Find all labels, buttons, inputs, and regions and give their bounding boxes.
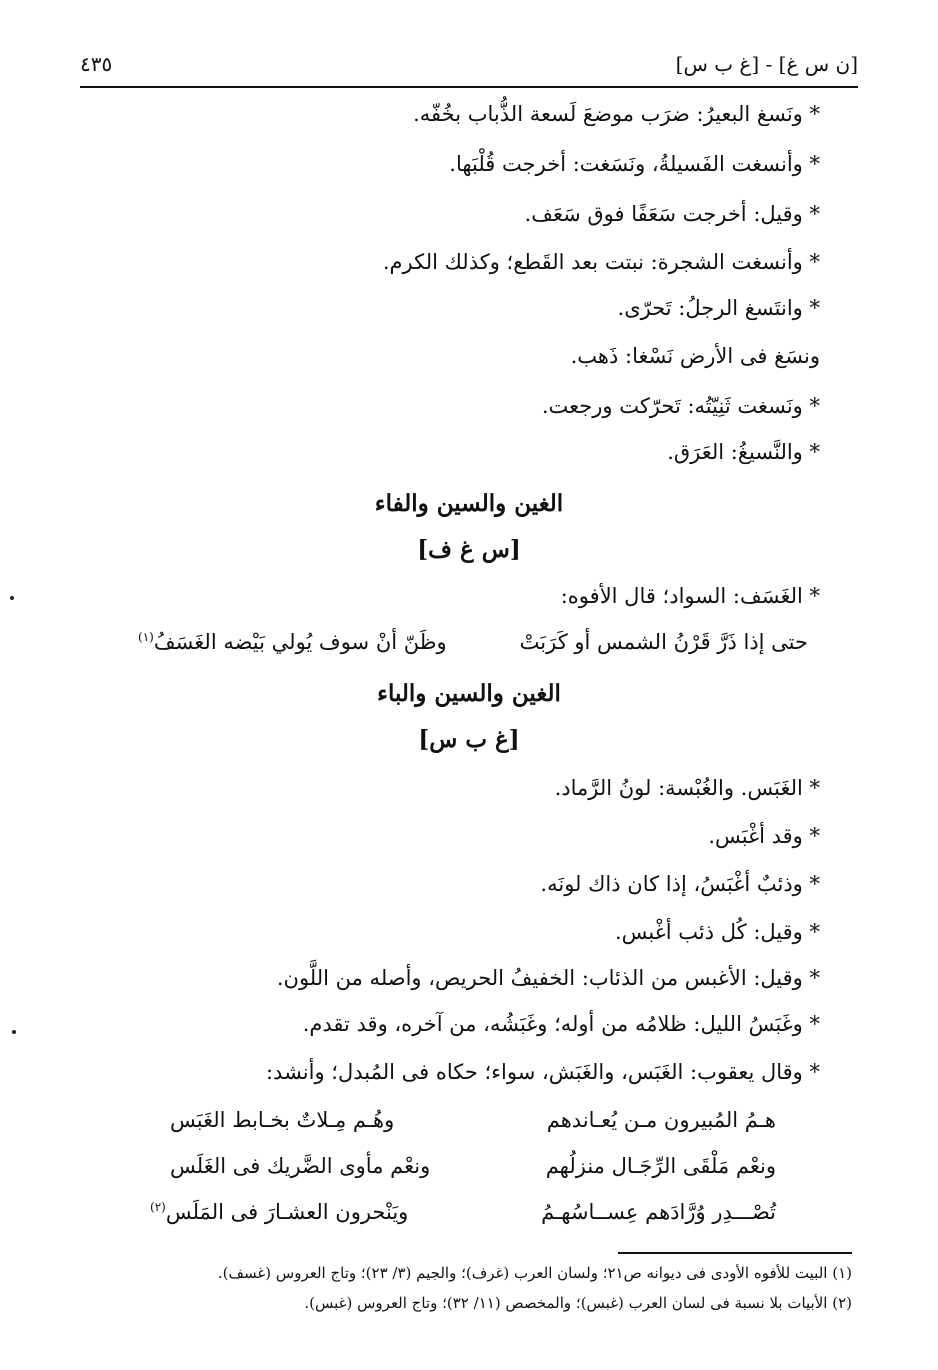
entry-line: * وانتَسغ الرجلُ: تَحرّى.: [617, 296, 820, 320]
entry-line: * وقال يعقوب: الغَبَس، والغَبَش، سواء؛ حكاه فى المُبدل؛ وأنشد:: [265, 1060, 820, 1084]
footnote-rule: [618, 1252, 852, 1254]
verse-hemistich-right: ونعْم مَلْقَى الرِّجَـال منزلُهم: [545, 1154, 776, 1178]
entry-line: * ونَسغت ثَنِيّتُه: تَحرّكت ورجعت.: [541, 394, 820, 418]
footnote-marker: (١): [138, 630, 154, 644]
footnote-marker: (٢): [150, 1200, 166, 1214]
entry-line: * الغَبَس. والغُبْسة: لونُ الرَّماد.: [554, 776, 820, 800]
entry-line: ونسَغ فى الأرض نَسْغا: ذَهب.: [570, 344, 820, 368]
verse-text: ويَنْحرون العشـارَ فى المَلَس: [165, 1200, 409, 1224]
entry-line: * الغَسَف: السواد؛ قال الأفوه:: [560, 584, 820, 608]
entry-line: * وأنسغت الفَسيلةُ، ونَسَغت: أخرجت قُلْبَها.: [449, 152, 820, 176]
entry-line: * وقيل: أخرجت سَعَفًا فوق سَعَف.: [524, 202, 820, 226]
header-rule: [80, 86, 858, 88]
section-heading: الغين والسين والفاء: [374, 490, 564, 517]
entry-line: * وقيل: الأغبس من الذئاب: الخفيفُ الحريص، وأصله من اللَّون.: [276, 966, 820, 990]
entry-line: * وغَبَسُ الليل: ظلامُه من أوله؛ وغَبَشُه، من آخره، وقد تقدم.: [302, 1012, 820, 1036]
verse-hemistich-left: [138, 630, 447, 654]
footnote: (١) البيت للأفوه الأودى فى ديوانه ص٢١؛ ولسان العرب (غرف)؛ والجيم (٣/ ٢٣)؛ وتاج العروس (غسف).: [217, 1264, 852, 1282]
entry-line: * ونَسغ البعيرُ: ضرَب موضعَ لَسعة الذُّباب بخُفّه.: [413, 102, 820, 126]
verse-hemistich-left: [150, 1200, 408, 1224]
verse-hemistich-left: وهُـم مِـلاتٌ بخـابط الغَبَس: [170, 1108, 395, 1132]
verse-hemistich-right: هـمُ المُبيرون مـن يُعـاندهم: [546, 1108, 776, 1132]
verse-hemistich-right: حتى إذا ذَرَّ قَرْنُ الشمس أو كَرَبَتْ: [519, 630, 808, 654]
margin-mark: [12, 1030, 16, 1034]
page-header: [80, 44, 858, 84]
page-number: ٤٣٥: [80, 52, 113, 76]
footnote: (٢) الأبيات بلا نسبة فى لسان العرب (غبس)؛ والمخصص (١١/ ٣٢)؛ وتاج العروس (غبس).: [304, 1294, 852, 1312]
entry-line: * وقيل: كُل ذئب أغْبس.: [614, 920, 820, 944]
entry-line: * وقد أغْبَس.: [708, 824, 820, 848]
root-heading: [س غ ف]: [417, 536, 521, 563]
section-heading: الغين والسين والباء: [377, 680, 561, 707]
entry-line: * وأنسغت الشجرة: نبتت بعد القَطع؛ وكذلك الكرم.: [382, 250, 820, 274]
verse-text: وظَنّ أنْ سوف يُولي بَيْضه الغَسَفُ: [153, 630, 447, 654]
margin-mark: [10, 596, 14, 600]
root-heading: [غ ب س]: [418, 726, 520, 753]
running-head: [ن س غ] - [غ ب س]: [675, 52, 858, 76]
verse-hemistich-right: تُصْـــدِر وُرَّادَهم عِســاسُهـمُ: [541, 1200, 776, 1224]
entry-line: * وذئبٌ أغْبَسُ، إذا كان ذاك لونَه.: [540, 872, 820, 896]
entry-line: * والنَّسيغُ: العَرَق.: [667, 440, 820, 464]
verse-hemistich-left: ونعْم مأوى الضَّريك فى الغَلَس: [170, 1154, 431, 1178]
